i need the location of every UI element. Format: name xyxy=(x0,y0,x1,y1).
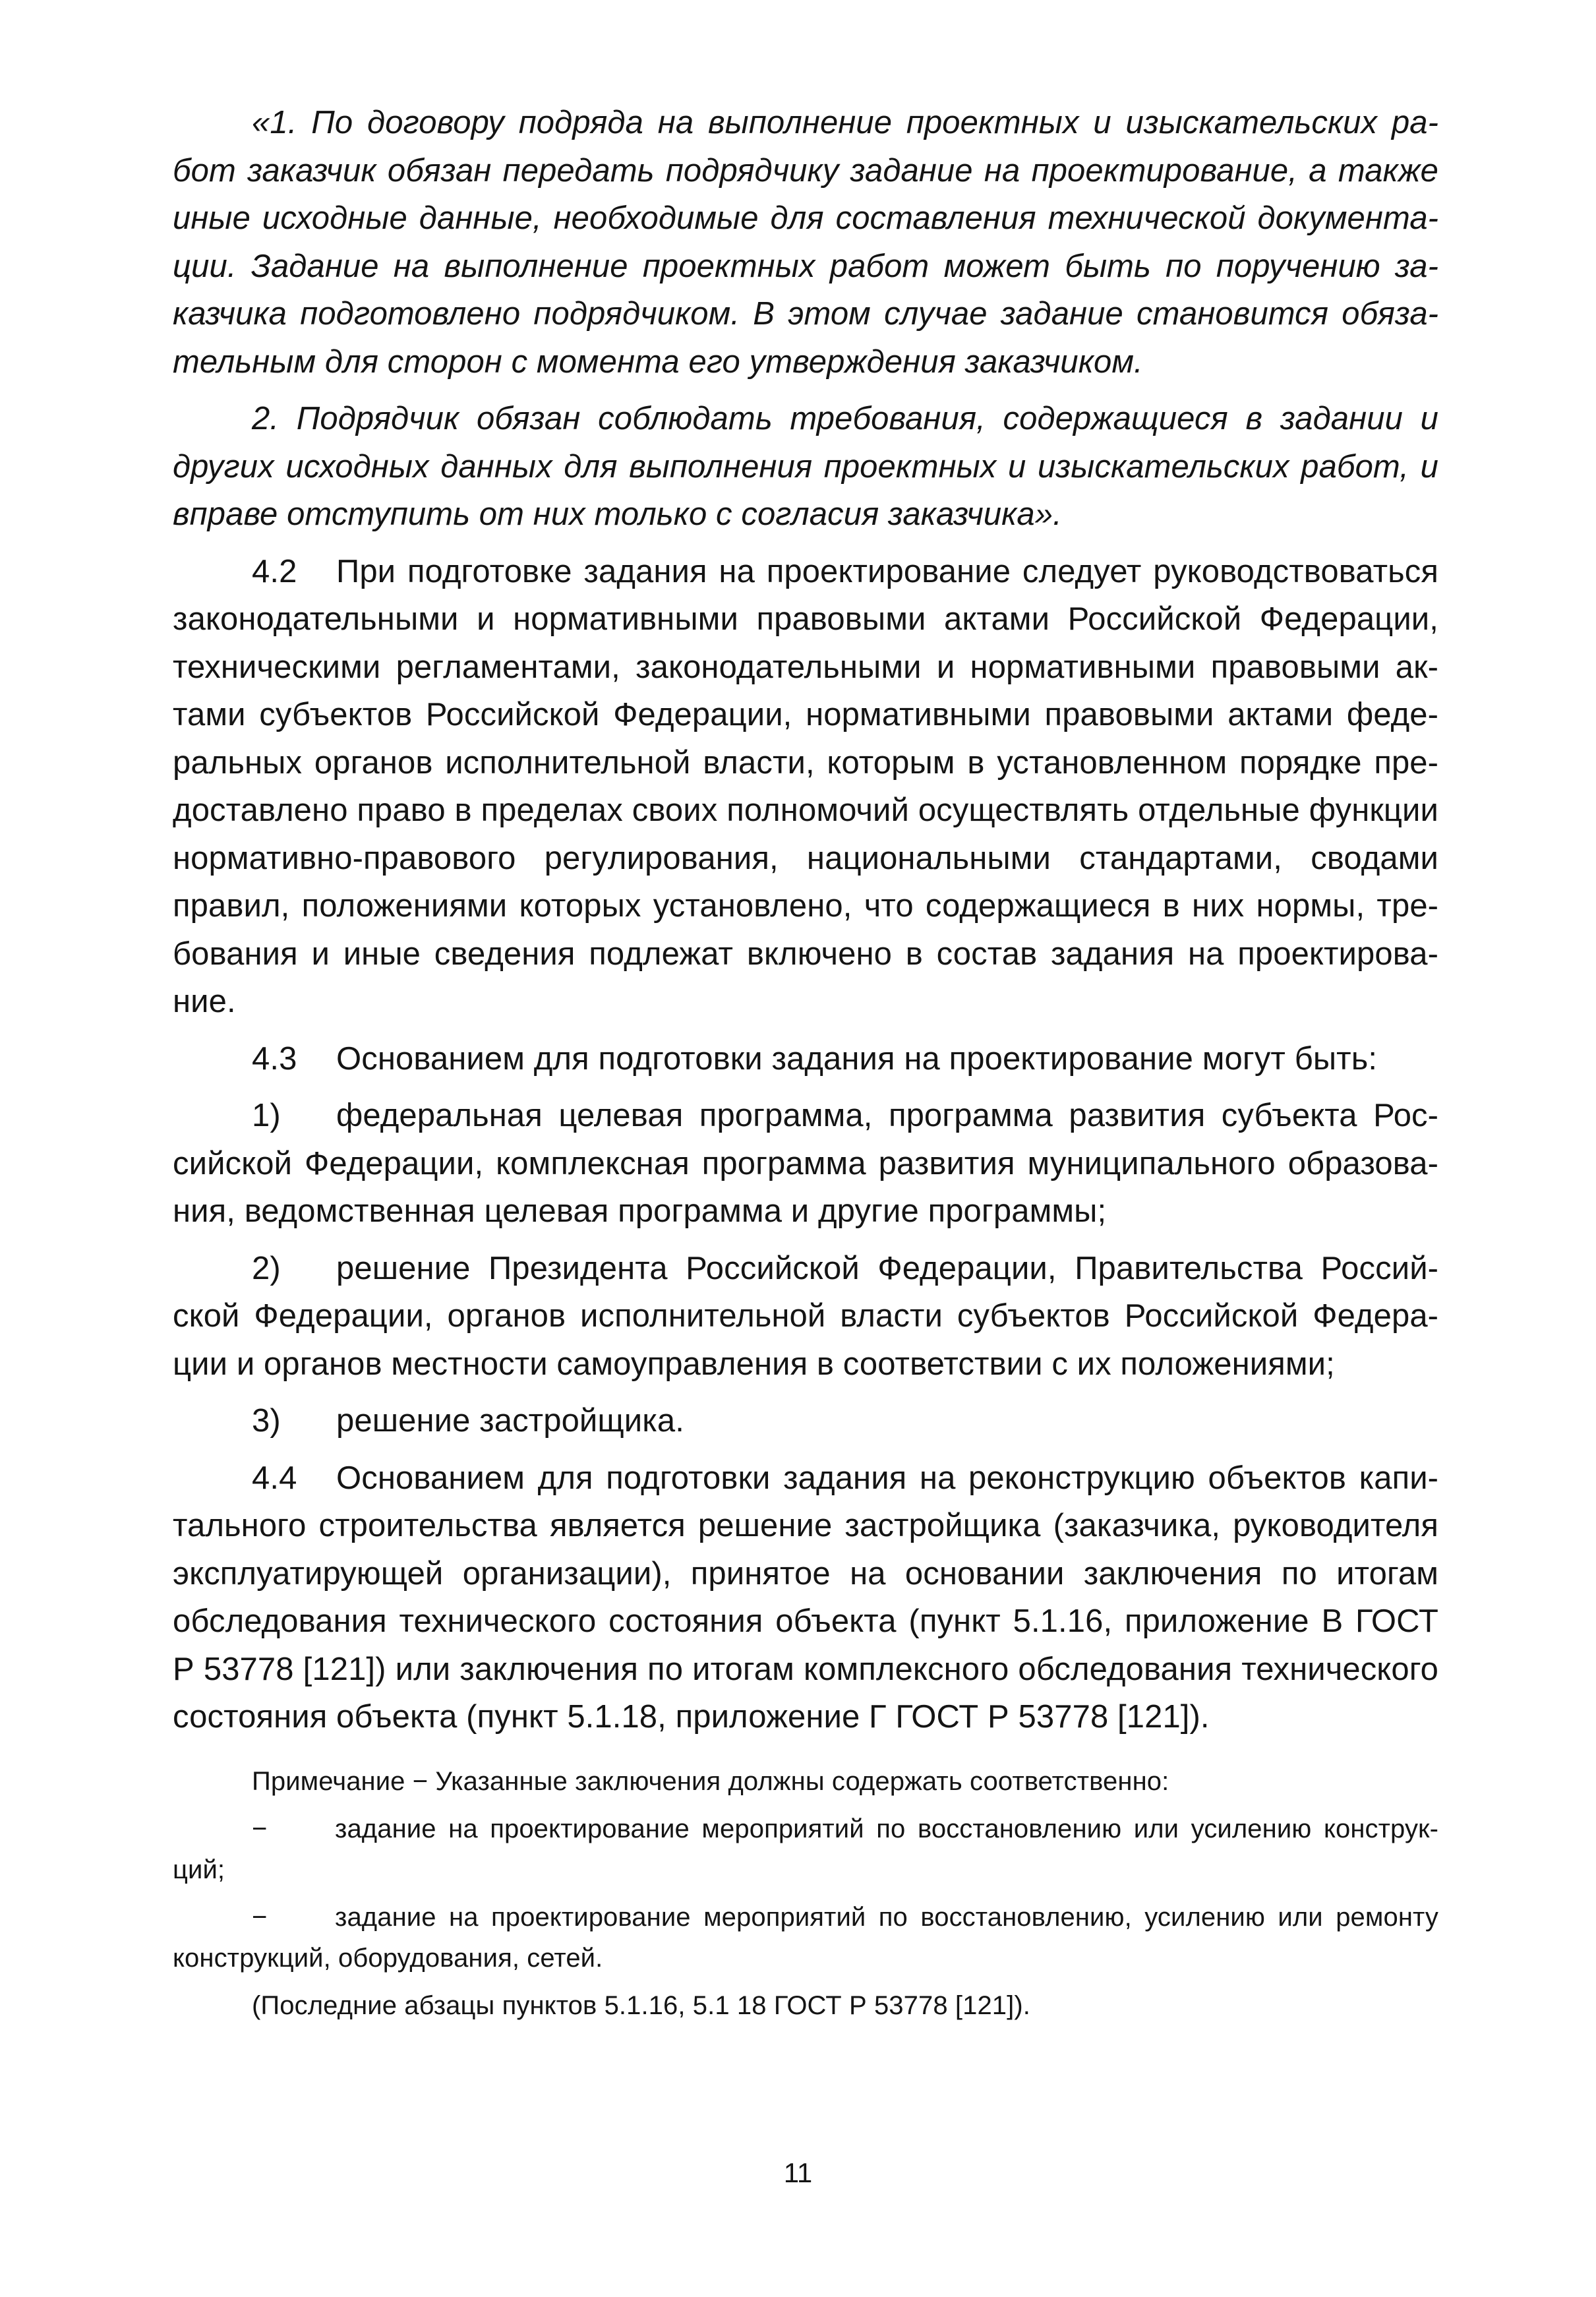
note-item-1 xyxy=(173,1808,1438,1890)
clause-number: 4.3 xyxy=(252,1040,297,1077)
quote-paragraph-2: 2. Подрядчик обязан соблюдать требования, содержащиеся в задании и других исходных данных для выполнения проектных и изыскательских работ, и вправе отступить от них только с согласия заказчика». xyxy=(173,401,1438,532)
list-item-number: 1) xyxy=(252,1098,281,1133)
list-item-number: 2) xyxy=(252,1250,281,1286)
list-item-text: решение застройщика. xyxy=(336,1403,684,1439)
clause-4-3 xyxy=(173,1035,1438,1083)
note-item-text: задание на проектирование мероприятий по восстановлению или усилению конструкций; xyxy=(173,1814,1438,1884)
note-item-2 xyxy=(173,1897,1438,1979)
page-number: 11 xyxy=(783,2157,813,2188)
list-item-number: 3) xyxy=(252,1403,281,1439)
clause-number: 4.2 xyxy=(252,553,297,589)
clause-4-2 xyxy=(173,548,1438,1026)
list-item-2 xyxy=(173,1245,1438,1388)
clause-text: Основанием для подготовки задания на проектирование могут быть: xyxy=(336,1040,1378,1077)
clause-number: 4.4 xyxy=(252,1460,297,1496)
list-item-text: федеральная целевая программа, программа развития субъекта Российской Федерации, комплексная программа развития муниципального образования, ведомственная целевая программа и другие программы; xyxy=(173,1098,1438,1229)
note-source: (Последние абзацы пунктов 5.1.16, 5.1 18 ГОСТ Р 53778 [121]). xyxy=(252,1990,1031,2020)
note-item-text: задание на проектирование мероприятий по восстановлению, усилению или ремонту конструкций, оборудования, сетей. xyxy=(173,1902,1438,1973)
list-item-3 xyxy=(173,1397,1438,1445)
dash-marker: − xyxy=(252,1902,268,1932)
document-page xyxy=(173,99,1438,2209)
clause-text: При подготовке задания на проектирование следует руководствоваться законодательными и нормативными правовыми актами Российской Федерации, техническими регламентами, законодательными и нормативными правовыми актами субъектов Российской Федерации, нормативными правовыми актами федеральных органов исполнительной власти, которым в установленном порядке предоставлено право в пределах своих полномочий осуществлять отдельные функции нормативно-правового регулирования, национальными стандартами, сводами правил, положениями которых установлено, что содержащиеся в них нормы, требования и иные сведения подлежат включено в состав задания на проектирование. xyxy=(173,553,1438,1019)
dash-marker: − xyxy=(252,1814,268,1843)
clause-text: Основанием для подготовки задания на реконструкцию объектов капитального строительства является решение застройщика (заказчика, руководителя эксплуатирующей организации), принятое на основании заключения по итогам обследования технического состояния объекта (пункт 5.1.16, приложение В ГОСТ Р 53778 [121]) или заключения по итогам комплексного обследования технического состояния объекта (пункт 5.1.18, приложение Г ГОСТ Р 53778 [121]). xyxy=(173,1460,1438,1735)
clause-4-4 xyxy=(173,1454,1438,1741)
quote-paragraph-1: «1. По договору подряда на выполнение проектных и изыскательских работ заказчик обязан передать подрядчику задание на проектирование, а также иные исходные данные, необходимые для составления технической документации. Задание на выполнение проектных работ может быть по поручению заказчика подготовлено подрядчиком. В этом случае задание становится обязательным для сторон с момента его утверждения заказчиком. xyxy=(173,105,1438,380)
note-intro: Примечание − Указанные заключения должны содержать соответственно: xyxy=(252,1766,1169,1796)
list-item-text: решение Президента Российской Федерации, Правительства Российской Федерации, органов исполнительной власти субъектов Российской Федерации и органов местности самоуправления в соответствии с их положениями; xyxy=(173,1250,1438,1382)
list-item-1 xyxy=(173,1092,1438,1236)
